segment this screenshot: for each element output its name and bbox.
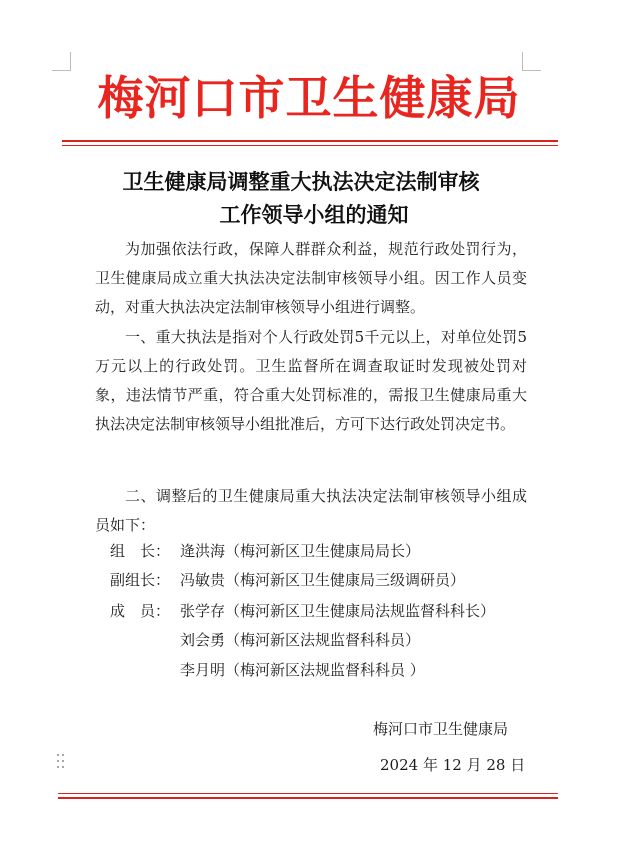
letterhead-title: 梅河口市卫生健康局 — [97, 71, 521, 125]
member-name: 逄洪海（梅河新区卫生健康局局长） — [180, 542, 421, 560]
member-name: 冯敏贵（梅河新区卫生健康局三级调研员） — [180, 571, 466, 589]
member-name: 刘会勇（梅河新区法规监督科科员） — [180, 631, 421, 649]
member-row-member — [110, 626, 420, 655]
member-role: 副组长： — [110, 571, 171, 589]
letterhead-rule-thin — [62, 145, 558, 146]
member-row-deputy — [110, 566, 465, 595]
paragraph-members-intro: 二、调整后的卫生健康局重大执法决定法制审核领导小组成员如下： — [95, 487, 527, 534]
footer-rule-thick — [58, 797, 558, 799]
member-row-member — [110, 597, 495, 626]
issue-date: 2024 年 12 月 28 日 — [380, 756, 526, 774]
signer-organization: 梅河口市卫生健康局 — [373, 720, 509, 738]
letterhead-rule-thick — [62, 140, 558, 142]
member-role: 组 长： — [110, 542, 171, 560]
notice-title-line1: 卫生健康局调整重大执法决定法制审核 — [122, 169, 480, 194]
member-row-member — [110, 656, 425, 685]
member-row-leader — [110, 537, 420, 566]
member-name: 李月明（梅河新区法规监督科科员 ） — [180, 661, 425, 679]
drag-handle-icon[interactable] — [56, 752, 66, 770]
paragraph-intro: 为加强依法行政，保障人群群众利益，规范行政处罚行为，卫生健康局成立重大执法决定法制审核领导小组。因工作人员变动，对重大执法决定法制审核领导小组进行调整。 — [95, 240, 527, 316]
member-name: 张学存（梅河新区卫生健康局法规监督科科长） — [180, 602, 496, 620]
footer-rule-thin — [58, 793, 558, 794]
notice-title-line2: 工作领导小组的通知 — [219, 202, 409, 227]
paragraph-definition: 一、重大执法是指对个人行政处罚5千元以上，对单位处罚5万元以上的行政处罚。卫生监督所在调查取证时发现被处罚对象，违法情节严重，符合重大处罚标准的，需报卫生健康局重大执法决定法制审核领导小组批准后，方可下达行政处罚决定书。 — [95, 328, 527, 433]
member-role: 成 员： — [110, 602, 171, 620]
